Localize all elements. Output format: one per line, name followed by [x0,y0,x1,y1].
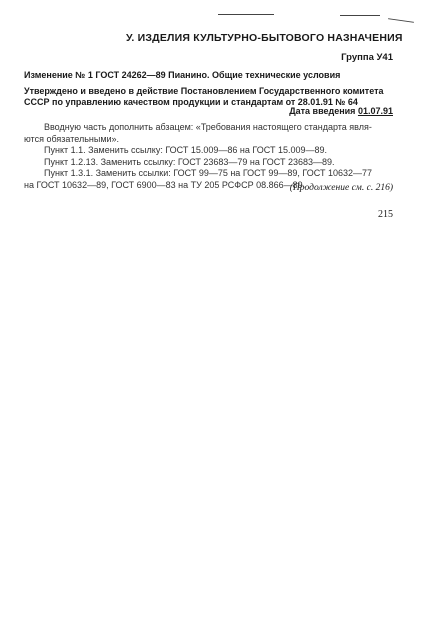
paragraph-intro-line-1: Вводную часть дополнить абзацем: «Требования настоящего стандарта явля- [44,122,372,132]
paragraph-1-3-1-line-2: на ГОСТ 10632—89, ГОСТ 6900—83 на ТУ 205 РСФСР 08.866—89. [24,179,306,190]
top-rule-right [340,15,380,16]
intro-date [289,106,393,116]
group-code: Группа У41 [341,52,393,63]
top-rule-left [218,14,274,15]
intro-date-value: 01.07.91 [357,106,393,116]
paragraph-intro-line-2: ются обязательными». [24,133,120,144]
continuation-note: (Продолжение см. с. 216) [289,183,393,193]
intro-date-label: Дата введения [289,106,356,116]
paragraph-1-3-1-line-1: Пункт 1.3.1. Заменить ссылки: ГОСТ 99—75 на ГОСТ 99—89, ГОСТ 10632—77 [44,168,373,178]
paragraph-1-2-13: Пункт 1.2.13. Заменить ссылку: ГОСТ 23683—79 на ГОСТ 23683—89. [44,156,335,167]
amendment-body [24,122,394,191]
page-number: 215 [378,209,393,220]
approval-statement [24,86,392,108]
paragraph-1-1: Пункт 1.1. Заменить ссылку: ГОСТ 15.009—86 на ГОСТ 15.009—89. [44,145,328,155]
amendment-title: Изменение № 1 ГОСТ 24262—89 Пианино. Общие технические условия [24,70,341,80]
approval-line-2: СССР по управлению качеством продукции и стандартам от 28.01.91 № 64 [24,97,358,107]
top-rule-tail [388,18,414,23]
section-heading: У. ИЗДЕЛИЯ КУЛЬТУРНО-БЫТОВОГО НАЗНАЧЕНИЯ [126,32,403,44]
approval-line-1: Утверждено и введено в действие Постановлением Государственного комитета [24,86,384,96]
